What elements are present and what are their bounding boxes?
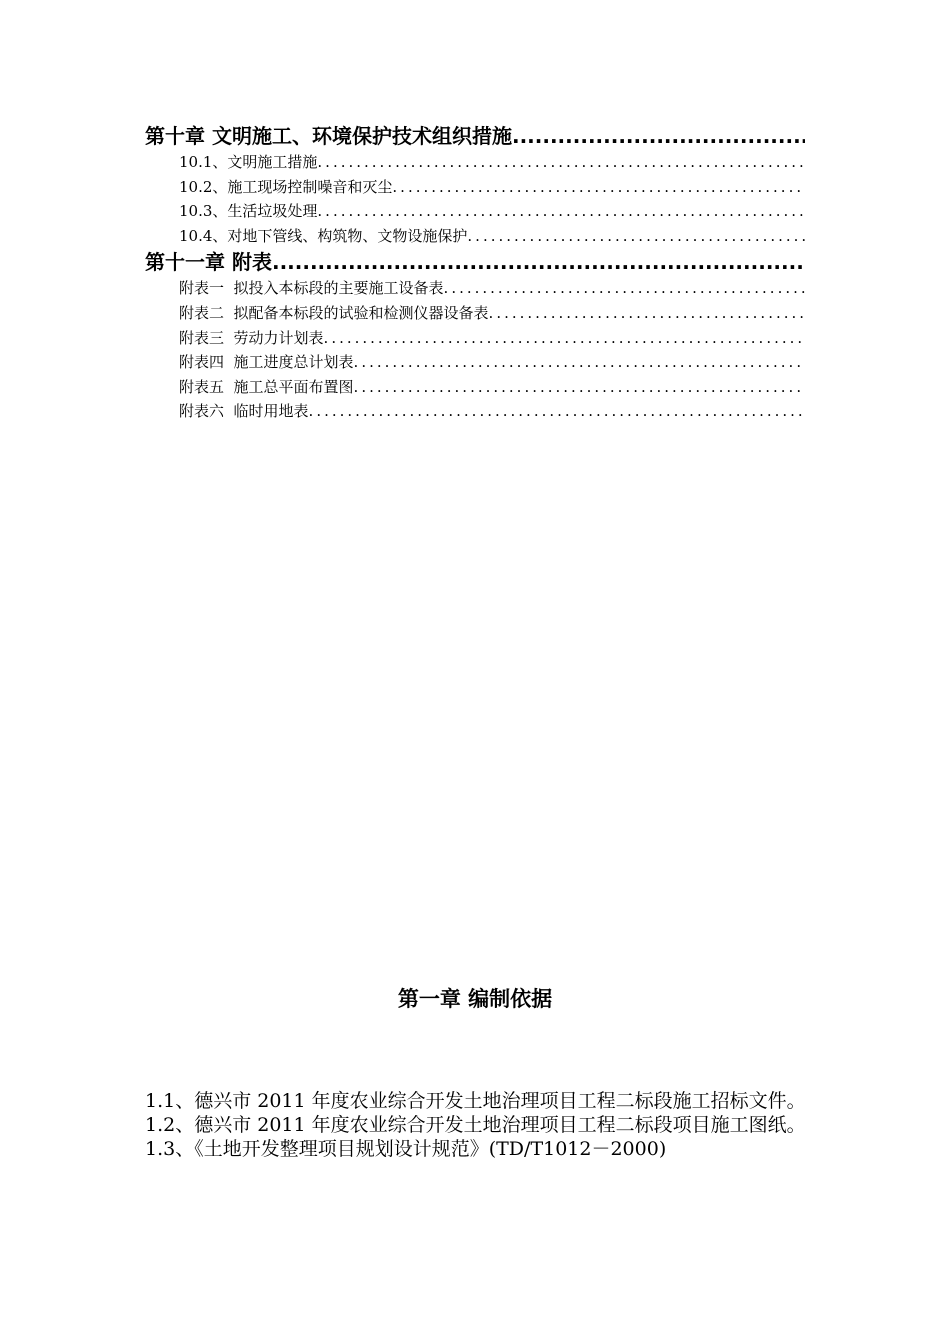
toc-item-appendix-3[interactable] xyxy=(145,326,805,351)
toc-item-label: 附表二 拟配备本标段的试验和检测仪器设备表 xyxy=(179,303,489,322)
toc-item-10-4[interactable] xyxy=(145,224,805,249)
toc-item-label: 附表四 施工进度总计划表 xyxy=(179,353,354,372)
toc-item-appendix-2[interactable] xyxy=(145,301,805,326)
toc-leader-dots xyxy=(467,224,805,249)
toc-leader-dots xyxy=(489,301,805,326)
toc-item-label: 10.4、对地下管线、构筑物、文物设施保护 xyxy=(179,226,468,245)
toc-chapter-11[interactable] xyxy=(145,248,805,276)
toc-item-label: 附表三 劳动力计划表 xyxy=(179,328,324,347)
toc-leader-dots xyxy=(317,199,805,224)
toc-item-10-3[interactable] xyxy=(145,199,805,224)
paragraph-1-1: 1.1、德兴市 2011 年度农业综合开发土地治理项目工程二标段施工招标文件。 xyxy=(145,1090,806,1112)
toc-leader-dots xyxy=(512,122,805,150)
toc-item-label: 10.1、文明施工措施 xyxy=(179,153,318,171)
toc-item-10-2[interactable] xyxy=(145,175,805,200)
toc-leader-dots xyxy=(354,350,805,375)
toc-leader-dots xyxy=(309,399,805,424)
toc-leader-dots xyxy=(324,326,805,351)
toc-item-appendix-4[interactable] xyxy=(145,350,805,375)
paragraph-1-2: 1.2、德兴市 2011 年度农业综合开发土地治理项目工程二标段项目施工图纸。 xyxy=(145,1114,806,1136)
toc-item-appendix-5[interactable] xyxy=(145,375,805,400)
paragraph-1-3: 1.3、《土地开发整理项目规划设计规范》(TD/T1012－2000) xyxy=(145,1138,667,1160)
toc-item-label: 附表六 临时用地表 xyxy=(179,402,309,421)
toc-item-label: 附表五 施工总平面布置图 xyxy=(179,377,354,396)
toc-chapter-10[interactable] xyxy=(145,122,805,150)
table-of-contents xyxy=(145,122,805,424)
toc-leader-dots xyxy=(272,248,805,276)
chapter-1-body xyxy=(145,1089,810,1161)
toc-leader-dots xyxy=(444,276,805,301)
toc-item-label: 10.2、施工现场控制噪音和灭尘 xyxy=(179,177,393,196)
toc-item-label: 附表一 拟投入本标段的主要施工设备表 xyxy=(179,279,444,298)
chapter-1-title: 第一章 编制依据 xyxy=(397,987,553,1011)
toc-leader-dots xyxy=(392,175,805,200)
toc-chapter-11-title: 第十一章 附表 xyxy=(145,250,272,275)
toc-item-appendix-1[interactable] xyxy=(145,276,805,301)
toc-item-appendix-6[interactable] xyxy=(145,399,805,424)
toc-item-label: 10.3、生活垃圾处理 xyxy=(179,202,318,221)
toc-leader-dots xyxy=(354,375,805,400)
toc-leader-dots xyxy=(317,150,805,175)
toc-item-10-1[interactable] xyxy=(145,150,805,175)
toc-chapter-10-title: 第十章 文明施工、环境保护技术组织措施 xyxy=(145,124,512,148)
